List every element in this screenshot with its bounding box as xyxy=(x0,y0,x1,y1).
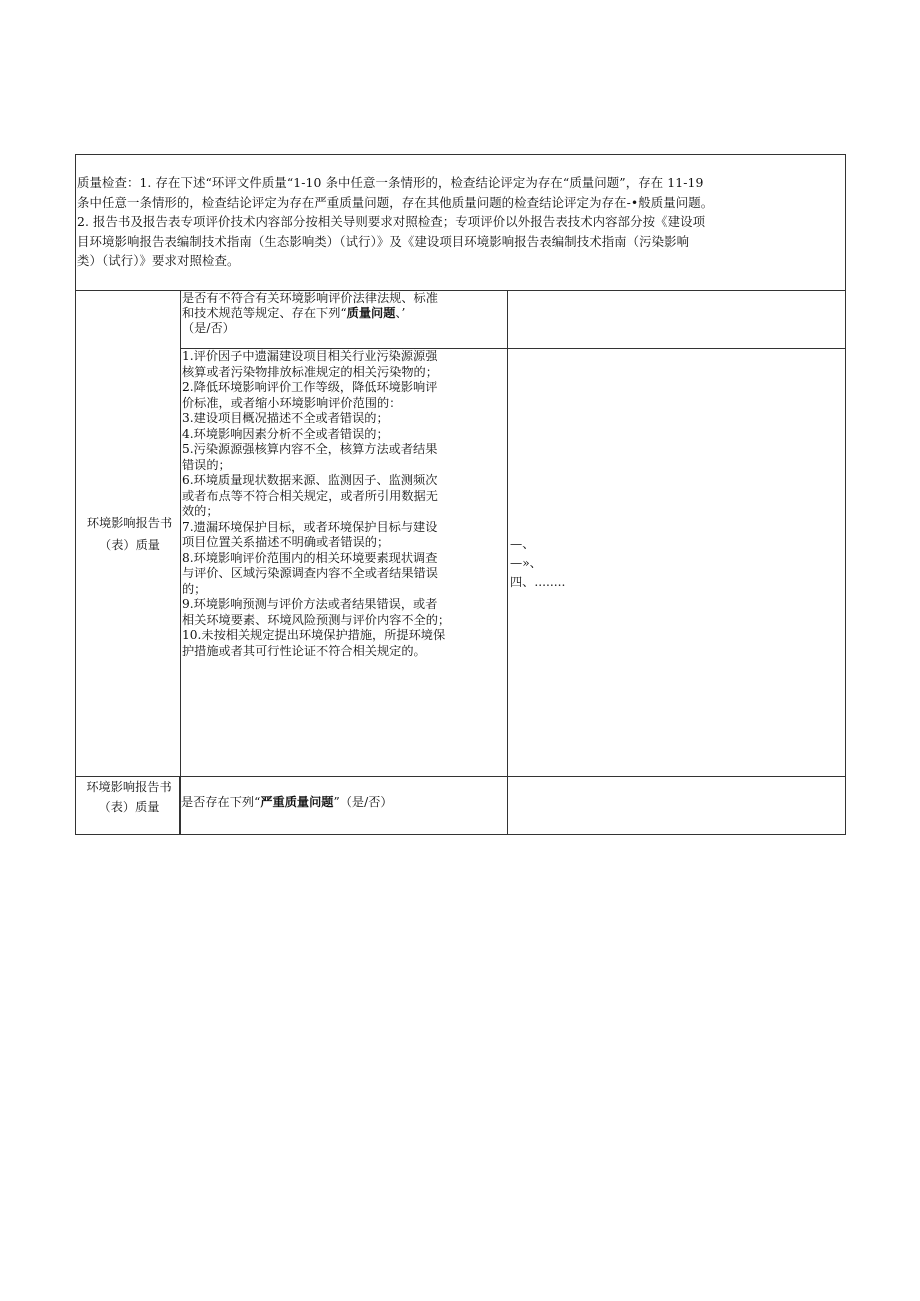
quality-issue-line: 9.环境影响预测与评价方法或者结果错误，或者 xyxy=(182,597,438,611)
checklist-grid xyxy=(76,291,845,834)
quality-issue-line: 8.环境影响评价范围内的相关环境要素现状调查 xyxy=(182,550,438,565)
answer-entry: —、 xyxy=(510,537,535,551)
quality-issues-list xyxy=(181,349,508,777)
instruction-line: 质量检查：1. 存在下述“环评文件质量“1-10 条中任意一条情形的，检查结论评定为存在“质量问题”，存在 11-19 xyxy=(77,175,704,190)
quality-issue-line: 与评价、区域污染源调查内容不全或者结果错误 xyxy=(182,566,438,580)
quality-issue-line: 价标准，或者缩小环境影响评价范围的： xyxy=(182,395,402,410)
quality-check-table xyxy=(75,154,846,835)
quality-issue-line: 的； xyxy=(182,581,207,596)
quality-issue-line: 2.降低环境影响评价工作等级，降低环境影响评 xyxy=(182,380,438,394)
quality-issue-line: 10.未按相关规定提出环境保护措施，所提环境保 xyxy=(182,628,446,642)
question-text: 是否存在下列“严重质量问题”（是/否） xyxy=(181,795,393,809)
quality-issue-line: 5.污染源源强核算内容不全，核算方法或者结果 xyxy=(182,442,438,456)
answer-entries xyxy=(510,535,565,592)
section-label-cell xyxy=(76,291,181,777)
instruction-line: 目环境影响报告表编制技术指南（生态影响类）（试行）》及《建设项目环境影响报告表编制技术指南（污染影响 xyxy=(77,233,690,249)
question-cell xyxy=(181,291,508,349)
instruction-line: 2. 报告书及报告表专项评价技术内容部分按相关导则要求对照检查；专项评价以外报告表技术内容部分按《建设项 xyxy=(77,214,706,229)
quality-issue-line: 3.建设项目概况描述不全或者错误的； xyxy=(182,411,389,425)
quality-issue-line: 护措施或者其可行性论证不符合相关规定的。 xyxy=(182,643,426,658)
instruction-line: 类）（试行）》要求对照检查。 xyxy=(77,253,240,268)
quality-issue-line: 错误的； xyxy=(182,457,231,472)
question-options: （是/否） xyxy=(182,321,235,335)
answer-entry: —»、 xyxy=(510,556,542,570)
quality-issue-line: 核算或者污染物排放标准规定的相关污染物的； xyxy=(182,364,438,379)
serious-answer-cell[interactable] xyxy=(508,777,845,834)
quality-issue-line: 效的； xyxy=(182,504,219,518)
quality-issue-line: 1.评价因子中遗漏建设项目相关行业污染源源强 xyxy=(182,349,438,363)
question-text: 是否有不符合有关环境影响评价法律法规、标准 xyxy=(182,291,438,305)
section-label-cell xyxy=(76,777,181,834)
quality-issue-line: 6.环境质量现状数据来源、监测因子、监测频次 xyxy=(182,473,438,487)
answer-entry: 四、........ xyxy=(510,575,566,589)
issues-answer-cell[interactable] xyxy=(508,349,845,777)
quality-issue-line: 相关环境要素、环境风险预测与评价内容不全的； xyxy=(182,612,451,627)
serious-question-cell xyxy=(179,777,508,834)
instruction-line: 条中任意一条情形的，检查结论评定为存在严重质量问题，存在其他质量问题的检查结论评定为存在-•般质量问题。 xyxy=(77,194,714,210)
question-text: 和技术规范等规定、存在下列“质量问题、’ xyxy=(182,306,406,320)
quality-issue-line: 4.环境影响因素分析不全或者错误的； xyxy=(182,426,389,441)
quality-issue-line: 项目位置关系描述不明确或者错误的； xyxy=(182,535,390,549)
quality-issue-line: 或者布点等不符合相关规定，或者所引用数据无 xyxy=(182,488,438,503)
question-answer-cell[interactable] xyxy=(508,291,845,349)
quality-issue-line: 7.遗漏环境保护目标，或者环境保护目标与建设 xyxy=(182,519,438,534)
section-label: 环境影响报告书（表）质量 xyxy=(86,516,173,552)
section-label: 环境影响报告书（表）质量 xyxy=(86,780,172,814)
quality-check-instructions xyxy=(76,155,845,291)
